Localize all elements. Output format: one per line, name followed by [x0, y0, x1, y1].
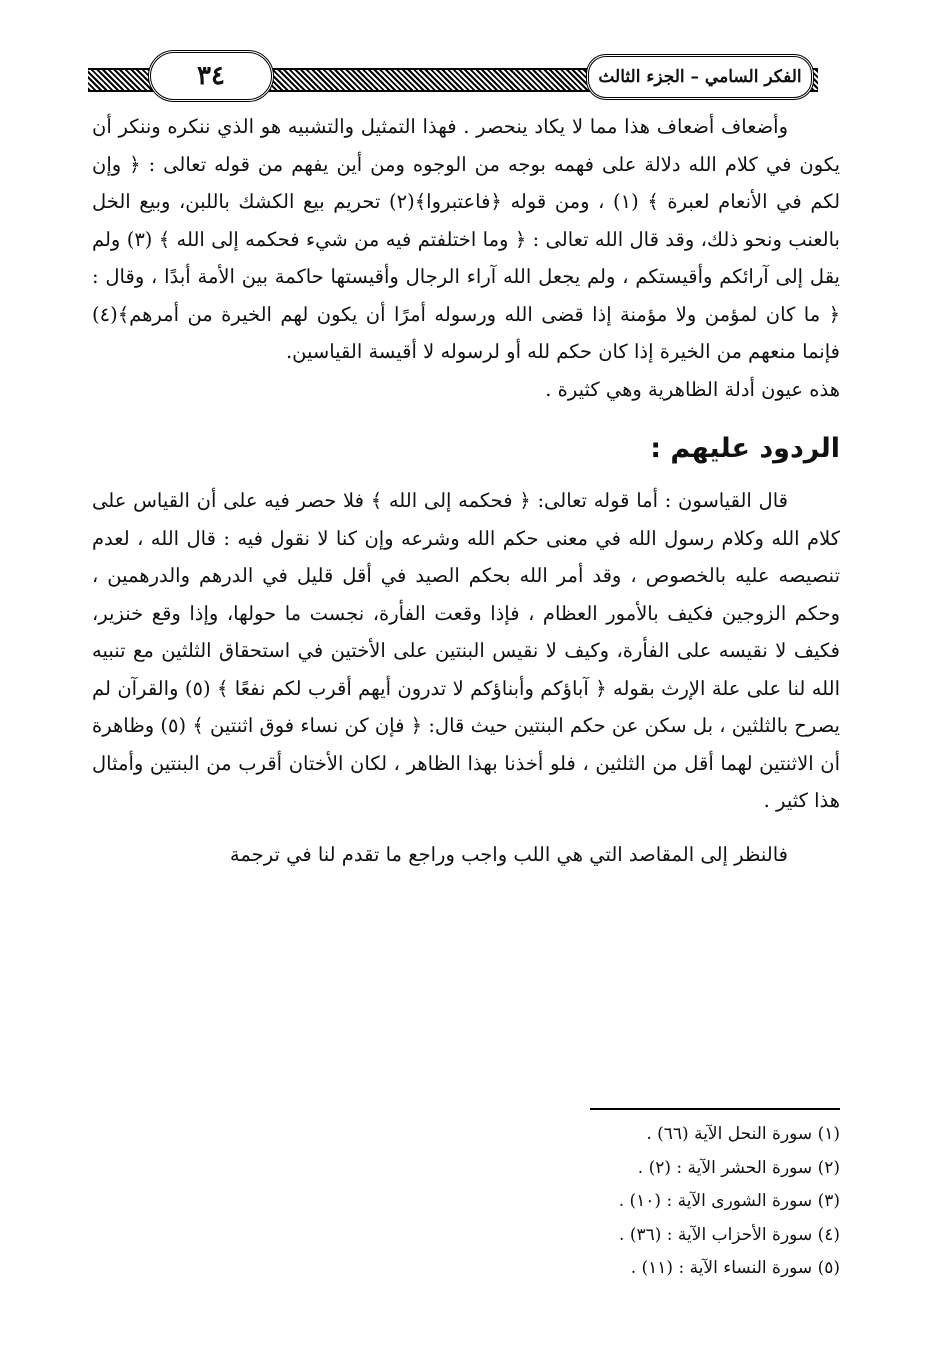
footnote-4: (٤) سورة الأحزاب الآية : (٣٦) .: [619, 1224, 840, 1245]
page-body: [92, 108, 840, 873]
page-header: [88, 44, 818, 100]
paragraph-1: وأضعاف أضعاف هذا مما لا يكاد ينحصر . فهذا التمثيل والتشبيه هو الذي ننكره وننكر أن يكون في كلام الله دلالة على فهمه بوجه من الوجوه ومن أين يفهم من قوله تعالى : ﴿ وإن لكم في الأنعام لعبرة ﴾ (١) ، ومن قوله ﴿فاعتبروا﴾(٢) تحريم بيع الكشك باللبن، وبيع الخل بالعنب ونحو ذلك، وقد قال الله تعالى : ﴿ وما اختلفتم فيه من شيء فحكمه إلى الله ﴾ (٣) ولم يقل إلى آرائكم وأقيستكم ، ولم يجعل الله آراء الرجال وأقيستها حاكمة بين الأمة أبدًا ، وقال : ﴿ ما كان لمؤمن ولا مؤمنة إذا قضى الله ورسوله أمرًا أن يكون لهم الخيرة من أمرهم﴾(٤) فإنما منعهم من الخيرة إذا كان حكم لله أو لرسوله لا أقيسة القياسين.: [92, 115, 841, 363]
footnote-divider: [590, 1108, 840, 1110]
paragraph-1-end: هذه عيون أدلة الظاهرية وهي كثيرة .: [545, 377, 840, 401]
page-number: ٣٤: [148, 50, 274, 102]
footnote-1: (١) سورة النحل الآية (٦٦) .: [646, 1124, 840, 1144]
footnote-5: (٥) سورة النساء الآية : (١١) .: [630, 1258, 840, 1278]
footnote-3: (٣) سورة الشورى الآية : (١٠) .: [618, 1191, 840, 1211]
paragraph-3: فالنظر إلى المقاصد التي هي اللب واجب وراجع ما تقدم لنا في ترجمة: [229, 842, 788, 866]
paragraph-2: قال القياسون : أما قوله تعالى: ﴿ فحكمه إلى الله ﴾ فلا حصر فيه على أن القياس على كلام الله وكلام رسول الله في معنى حكم الله وشرعه وإن كنا لا نقول فيه : قال الله ، لعدم تنصيصه عليه بالخصوص ، وقد أمر الله بحكم الصيد في أقل قليل في الدرهم والدرهمين ، وحكم الزوجين فكيف بالأمور العظام ، فإذا وقعت الفأرة، نجست ما حولها، وإذا وقع خنزير، فكيف لا نقيسه على الفأرة، وكيف لا نقيس البنتين على الأختين في استحقاق الثلثين مع تنبيه الله لنا على علة الإرث بقوله ﴿ آباؤكم وأبناؤكم لا تدرون أيهم أقرب لكم نفعًا ﴾ (٥) والقرآن لم يصرح بالثلثين ، بل سكن عن حكم البنتين حيث قال: ﴿ فإن كن نساء فوق اثنتين ﴾ (٥) وظاهرة أن الاثنتين لهما أقل من الثلثين ، فلو أخذنا بهذا الظاهر ، لكان الأختان أقرب من البنتين وأمثال هذا كثير .: [92, 489, 840, 812]
book-title: الفكر السامي – الجزء الثالث: [586, 54, 814, 100]
footnote-2: (٢) سورة الحشر الآية : (٢) .: [637, 1157, 840, 1178]
footnote-list: [619, 1118, 840, 1286]
section-heading: الردود عليهم :: [650, 433, 840, 464]
